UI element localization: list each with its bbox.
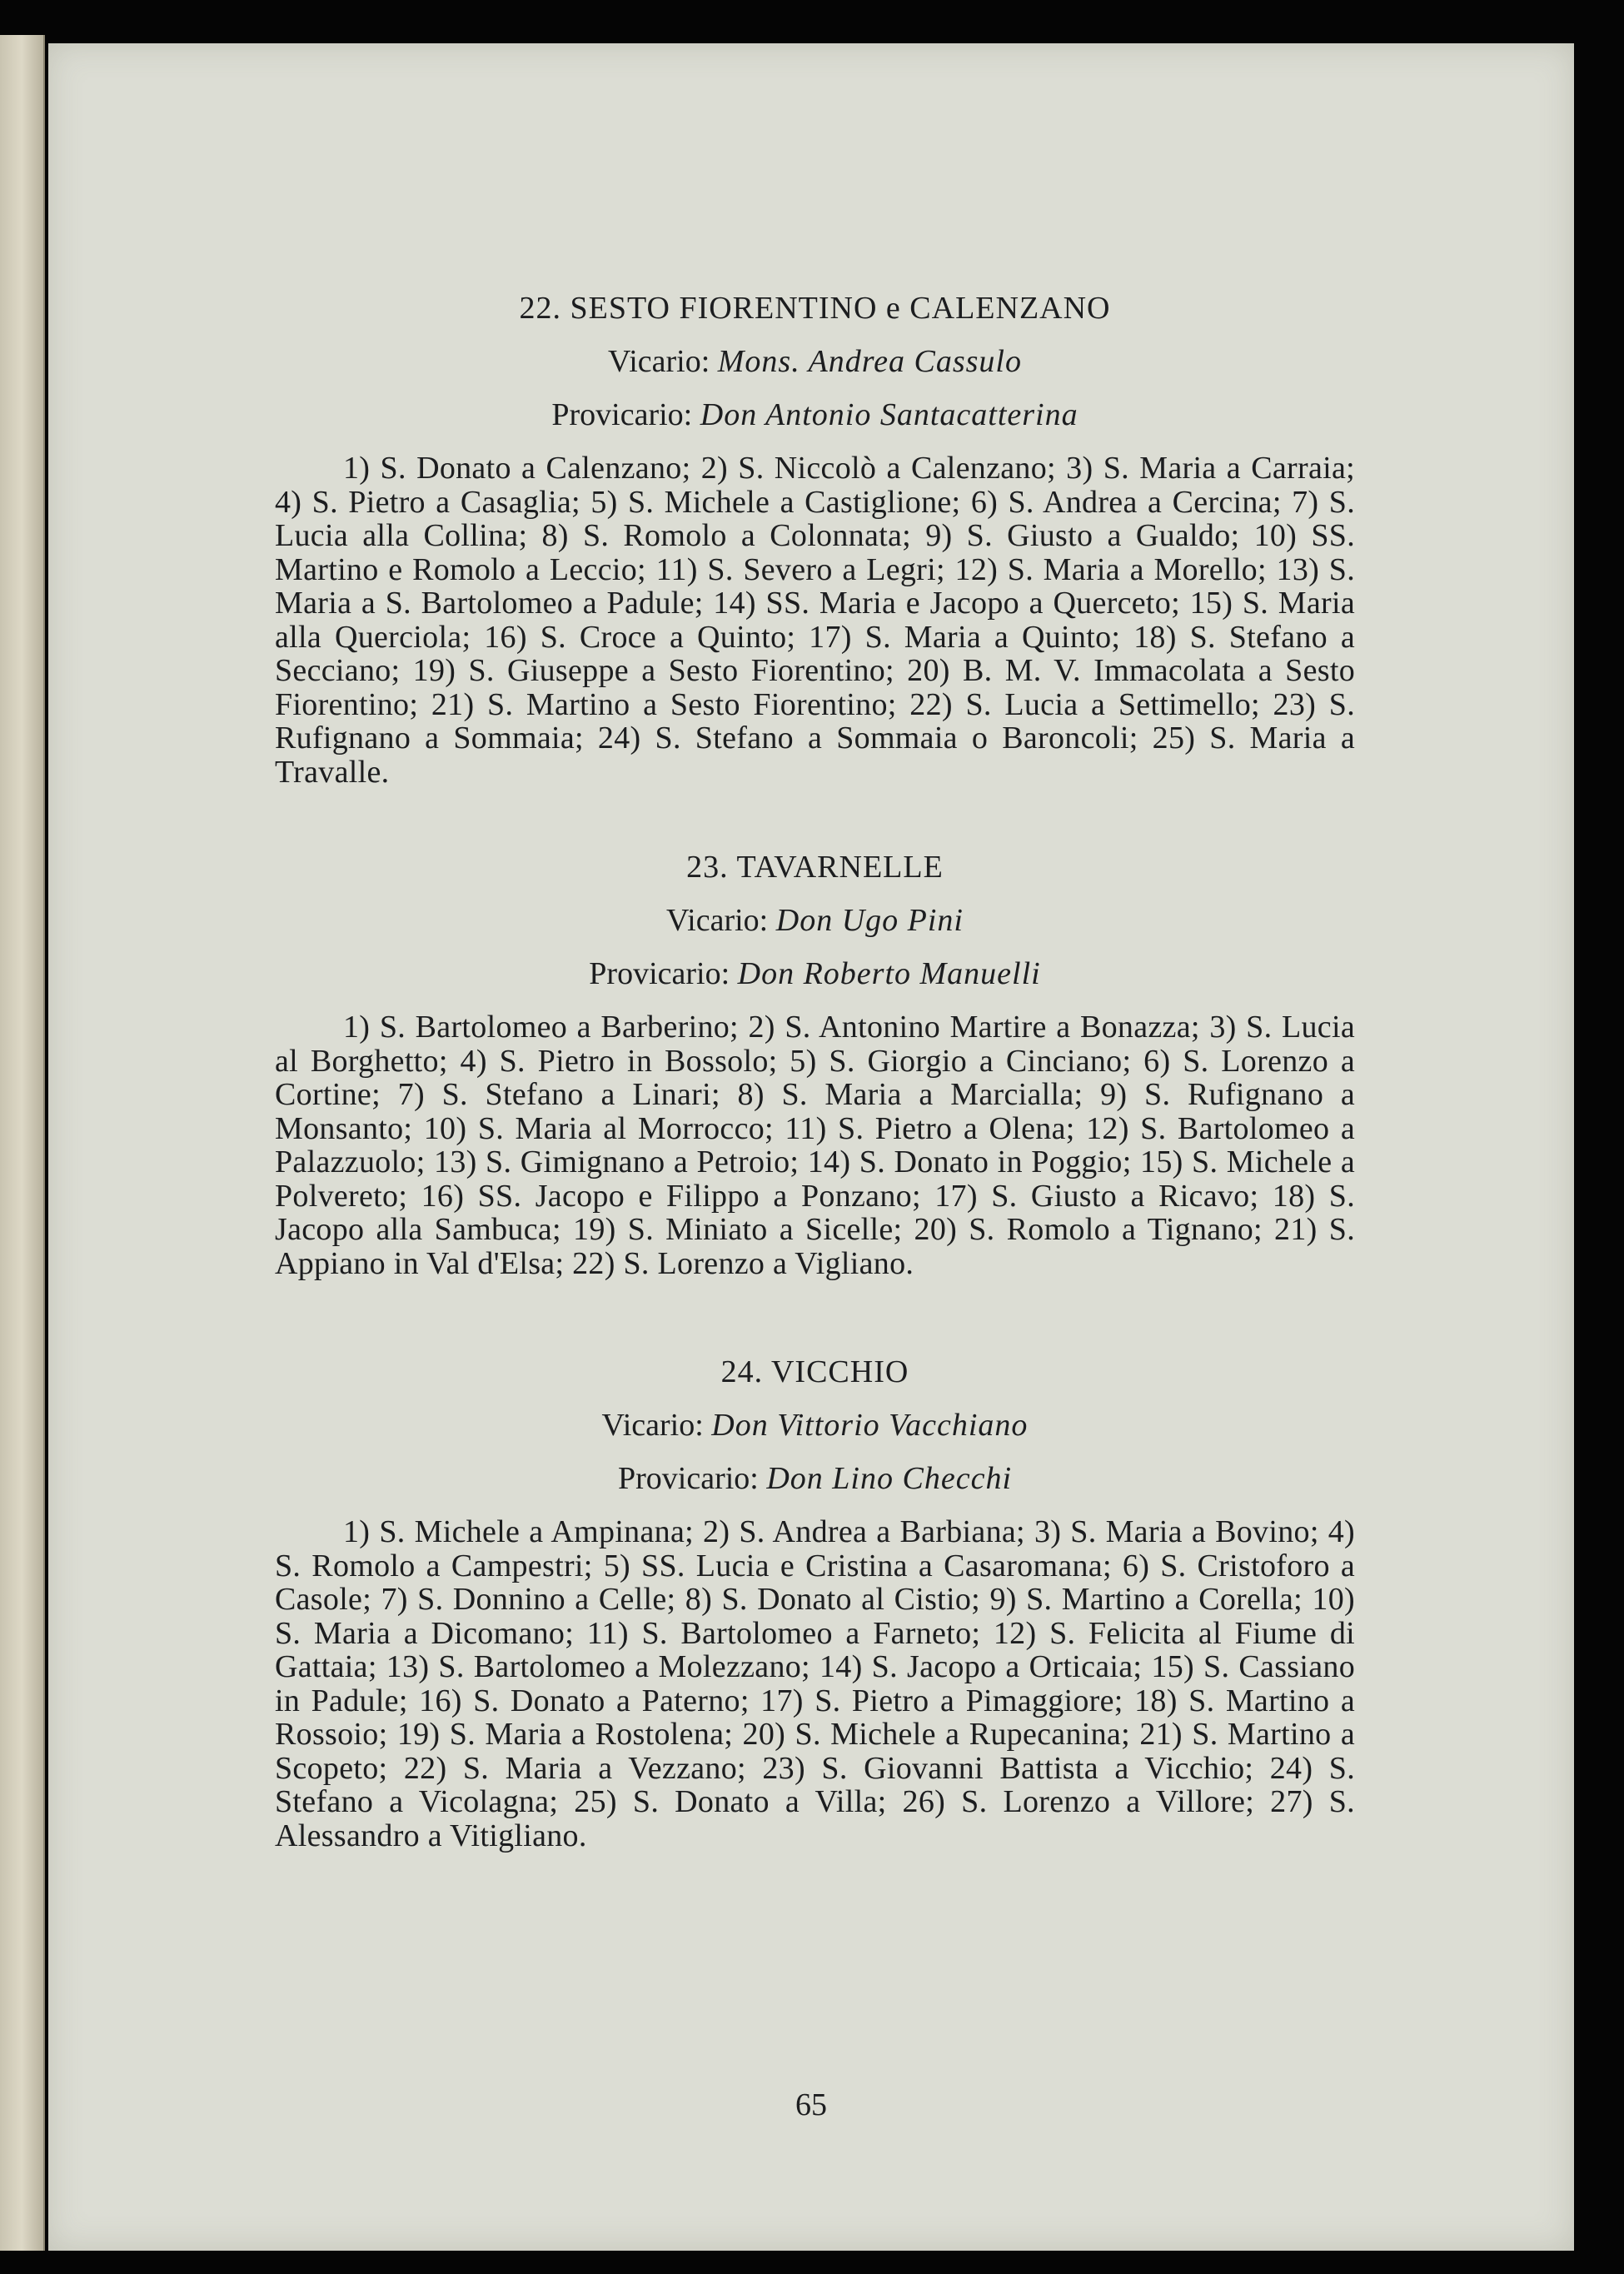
- parish-list: 1) S. Bartolomeo a Barberino; 2) S. Antonino Martire a Bonazza; 3) S. Lucia al Borghetto; 4) S. Pietro in Bossolo; 5) S. Giorgio a Cinciano; 6) S. Lorenzo a Cortine; 7) S. Stefano a Linari; 8) S. Maria a Marcialla; 9) S. Rufignano a Monsanto; 10) S. Maria al Morrocco; 11) S. Pietro a Olena; 12) S. Bartolomeo a Palazzuolo; 13) S. Gimignano a Petroio; 14) S. Donato in Poggio; 15) S. Michele a Polvereto; 16) SS. Jacopo e Filippo a Ponzano; 17) S. Giusto a Ricavo; 18) S. Jacopo alla Sambuca; 19) S. Miniato a Sicelle; 20) S. Romolo a Tignano; 21) S. Appiano in Val d'Elsa; 22) S. Lorenzo a Vigliano.: [275, 1010, 1355, 1281]
- provicario-line: [275, 1462, 1355, 1495]
- parish-list: 1) S. Donato a Calenzano; 2) S. Niccolò a Calenzano; 3) S. Maria a Carraia; 4) S. Pietro a Casaglia; 5) S. Michele a Castiglione; 6) S. Andrea a Cercina; 7) S. Lucia alla Collina; 8) S. Romolo a Colonnata; 9) S. Giusto a Gualdo; 10) SS. Martino e Romolo a Leccio; 11) S. Severo a Legri; 12) S. Maria a Morello; 13) S. Maria a S. Bartolomeo a Padule; 14) SS. Maria e Jacopo a Querceto; 15) S. Maria alla Querciola; 16) S. Croce a Quinto; 17) S. Maria a Quinto; 18) S. Stefano a Secciano; 19) S. Giuseppe a Sesto Fiorentino; 20) B. M. V. Immacolata a Sesto Fiorentino; 21) S. Martino a Sesto Fiorentino; 22) S. Lucia a Settimello; 23) S. Rufignano a Sommaia; 24) S. Stefano a Sommaia o Baroncoli; 25) S. Maria a Travalle.: [275, 451, 1355, 790]
- section-title: 24. VICCHIO: [720, 1354, 909, 1389]
- section-sesto-fiorentino: [275, 292, 1355, 789]
- vicario-label: Vicario:: [666, 903, 769, 938]
- provicario-label: Provicario:: [589, 956, 730, 991]
- page-number: 65: [795, 2087, 827, 2122]
- provicario-label: Provicario:: [551, 397, 693, 432]
- vicario-label: Vicario:: [601, 1408, 704, 1443]
- vicario-line: [275, 904, 1355, 937]
- vicario-name: Mons. Andrea Cassulo: [717, 344, 1022, 379]
- parish-list: 1) S. Michele a Ampinana; 2) S. Andrea a Barbiana; 3) S. Maria a Bovino; 4) S. Romolo a Campestri; 5) SS. Lucia e Cristina a Casaromana; 6) S. Cristoforo a Casole; 7) S. Donnino a Celle; 8) S. Donato al Cistio; 9) S. Martino a Corella; 10) S. Maria a Dicomano; 11) S. Bartolomeo a Farneto; 12) S. Felicita al Fiume di Gattaia; 13) S. Bartolomeo a Molezzano; 14) S. Jacopo a Orticaia; 15) S. Cassiano in Padule; 16) S. Donato a Paterno; 17) S. Pietro a Pimaggiore; 18) S. Martino a Rossoio; 19) S. Maria a Rostolena; 20) S. Michele a Rupecanina; 21) S. Martino a Scopeto; 22) S. Maria a Vezzano; 23) S. Giovanni Battista a Vicchio; 24) S. Stefano a Vicolagna; 25) S. Donato a Villa; 26) S. Lorenzo a Villore; 27) S. Alessandro a Vitigliano.: [275, 1514, 1355, 1853]
- book-page: [48, 43, 1574, 2251]
- provicario-line: [275, 957, 1355, 990]
- vicario-name: Don Ugo Pini: [775, 903, 964, 938]
- vicario-name: Don Vittorio Vacchiano: [711, 1408, 1029, 1443]
- section-title: 22. SESTO FIORENTINO e CALENZANO: [519, 291, 1111, 326]
- section-title: 23. TAVARNELLE: [686, 850, 944, 885]
- provicario-name: Don Roberto Manuelli: [737, 956, 1041, 991]
- provicario-name: Don Lino Checchi: [766, 1461, 1012, 1496]
- vicario-line: [275, 345, 1355, 378]
- vicario-line: [275, 1409, 1355, 1442]
- page-content: [275, 292, 1355, 1853]
- section-tavarnelle: [275, 850, 1355, 1280]
- facing-page-edge: [0, 35, 45, 2251]
- provicario-label: Provicario:: [618, 1461, 759, 1496]
- provicario-name: Don Antonio Santacatterina: [700, 397, 1079, 432]
- section-vicchio: [275, 1355, 1355, 1853]
- provicario-line: [275, 398, 1355, 431]
- vicario-label: Vicario:: [608, 344, 710, 379]
